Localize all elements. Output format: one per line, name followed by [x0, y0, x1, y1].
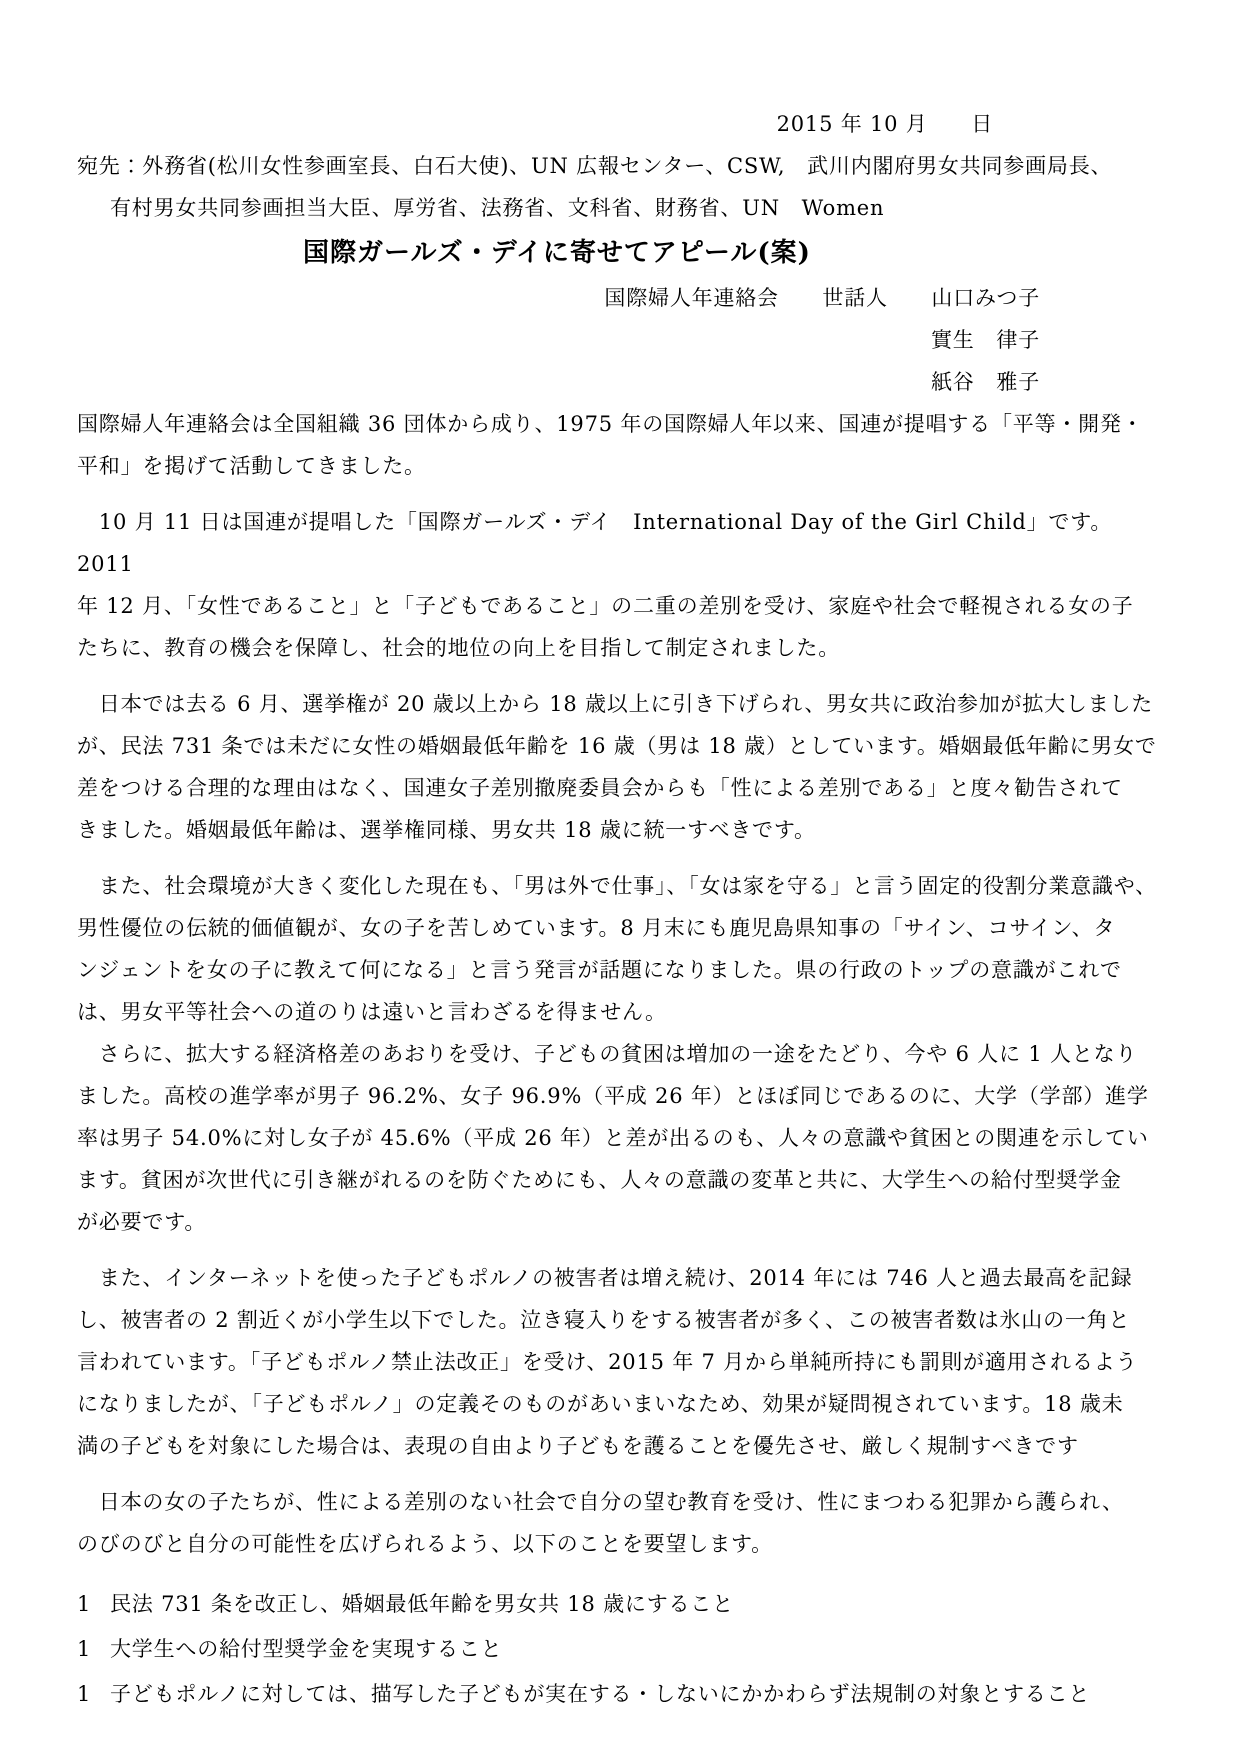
paragraph-line: のびのびと自分の可能性を広げられるよう、以下のことを要望します。 — [77, 1532, 773, 1556]
document-title: 国際ガールズ・デイに寄せてアピール(案) — [303, 238, 811, 268]
paragraph-line: 率は男子 54.0%に対し女子が 45.6%（平成 26 年）と差が出るのも、人々の意識や貧困との関連を示してい — [77, 1126, 1149, 1150]
date-line: 2015 年 10 月 日 — [776, 112, 993, 136]
paragraph-line: さらに、拡大する経済格差のあおりを受け、子どもの貧困は増加の一途をたどり、今や 6 人に 1 人となり — [77, 1042, 1138, 1066]
paragraph-line: きました。婚姻最低年齢は、選挙権同様、男女共 18 歳に統一すべきです。 — [77, 818, 816, 842]
paragraph-line: ます。貧困が次世代に引き継がれるのを防ぐためにも、人々の意識の変革と共に、大学生への給付型奨学金 — [77, 1168, 1122, 1192]
addressee-line-1: 宛先：外務省(松川女性参画室長、白石大使)、UN 広報センター、CSW, 武川内閣府男女共同参画局長、 — [77, 154, 1113, 178]
paragraph-line: 満の子どもを対象にした場合は、表現の自由より子どもを護ることを優先させ、厳しく規制すべきです — [77, 1434, 1079, 1458]
paragraph-line: また、インターネットを使った子どもポルノの被害者は増え続け、2014 年には 746 人と過去最高を記録 — [77, 1266, 1133, 1290]
paragraph-line: 差をつける合理的な理由はなく、国連女子差別撤廃委員会からも「性による差別である」と度々勧告されて — [77, 776, 1123, 800]
paragraph-line: 日本の女の子たちが、性による差別のない社会で自分の望む教育を受け、性にまつわる犯罪から護られ、 — [77, 1490, 1124, 1514]
paragraph-marriage-age — [77, 683, 1163, 851]
paragraph-line: 言われています。「子どもポルノ禁止法改正」を受け、2015 年 7 月から単純所持にも罰則が適用されるよう — [77, 1350, 1138, 1374]
paragraph-line: 平和」を掲げて活動してきました。 — [77, 454, 426, 478]
signature-organization-line: 国際婦人年連絡会 世話人 山口みつ子 — [604, 286, 1040, 310]
paragraph-line: は、男女平等社会への道のりは遠いと言わざるを得ません。 — [77, 1000, 667, 1024]
paragraph-line: たちに、教育の機会を保障し、社会的地位の向上を目指して制定されました。 — [77, 636, 840, 660]
paragraph-line: 国際婦人年連絡会は全国組織 36 団体から成り、1975 年の国際婦人年以来、国連が提唱する「平等・開発・ — [77, 412, 1144, 436]
demand-text: 大学生への給付型奨学金を実現すること — [110, 1637, 503, 1661]
paragraph-child-porn — [77, 1257, 1163, 1467]
demand-number: 1 — [77, 1592, 92, 1616]
demand-item-marriage-age — [77, 1583, 1163, 1625]
demand-text: 民法 731 条を改正し、婚姻最低年齢を男女共 18 歳にすること — [110, 1592, 734, 1616]
paragraph-line: が、民法 731 条では未だに女性の婚姻最低年齢を 16 歳（男は 18 歳）としています。婚姻最低年齢に男女で — [77, 734, 1157, 758]
signature-name-line: 實生 律子 — [931, 328, 1040, 352]
addressee-line-2: 有村男女共同参画担当大臣、厚労省、法務省、文科省、財務省、UN Women — [110, 196, 885, 220]
demand-item-scholarship — [77, 1628, 1163, 1670]
paragraph-line: 日本では去る 6 月、選挙権が 20 歳以上から 18 歳以上に引き下げられ、男女共に政治参加が拡大しました — [77, 692, 1154, 716]
signature-name-line: 紙谷 雅子 — [931, 370, 1040, 394]
paragraph-line: 10 月 11 日は国連が提唱した「国際ガールズ・デイ International Day of the Girl Child」です。2011 — [77, 510, 1113, 576]
signature-block — [77, 277, 1163, 403]
paragraph-line: ました。高校の進学率が男子 96.2%、女子 96.9%（平成 26 年）とほぼ同じであるのに、大学（学部）進学 — [77, 1084, 1149, 1108]
demand-number: 1 — [77, 1637, 92, 1661]
paragraph-line: 男性優位の伝統的価値観が、女の子を苦しめています。8 月末にも鹿児島県知事の「サイン、コサイン、タ — [77, 916, 1116, 940]
demand-number: 1 — [77, 1682, 92, 1706]
paragraph-line: 年 12 月、「女性であること」と「子どもであること」の二重の差別を受け、家庭や社会で軽視される女の子 — [77, 594, 1134, 618]
document-body — [77, 403, 1163, 1715]
paragraph-conclusion — [77, 1481, 1163, 1565]
paragraph-line: また、社会環境が大きく変化した現在も、「男は外で仕事」、「女は家を守る」と言う固定的役割分業意識や、 — [77, 874, 1157, 898]
paragraph-line: になりましたが、「子どもポルノ」の定義そのものがあいまいなため、効果が疑問視されています。18 歳未 — [77, 1392, 1124, 1416]
demand-text: 子どもポルノに対しては、描写した子どもが実在する・しないにかかわらず法規制の対象とすること — [110, 1682, 1091, 1706]
paragraph-girls-day — [77, 501, 1163, 669]
demand-item-child-porn-law — [77, 1673, 1163, 1715]
demand-list — [77, 1583, 1163, 1715]
paragraph-line: し、被害者の 2 割近くが小学生以下でした。泣き寝入りをする被害者が多く、この被害者数は氷山の一角と — [77, 1308, 1131, 1332]
paragraph-gender-roles — [77, 865, 1163, 1033]
paragraph-line: が必要です。 — [77, 1210, 207, 1234]
paragraph-child-poverty — [77, 1033, 1163, 1243]
paragraph-line: ンジェントを女の子に教えて何になる」と言う発言が話題になりました。県の行政のトップの意識がこれで — [77, 958, 1122, 982]
paragraph-intro — [77, 403, 1163, 487]
